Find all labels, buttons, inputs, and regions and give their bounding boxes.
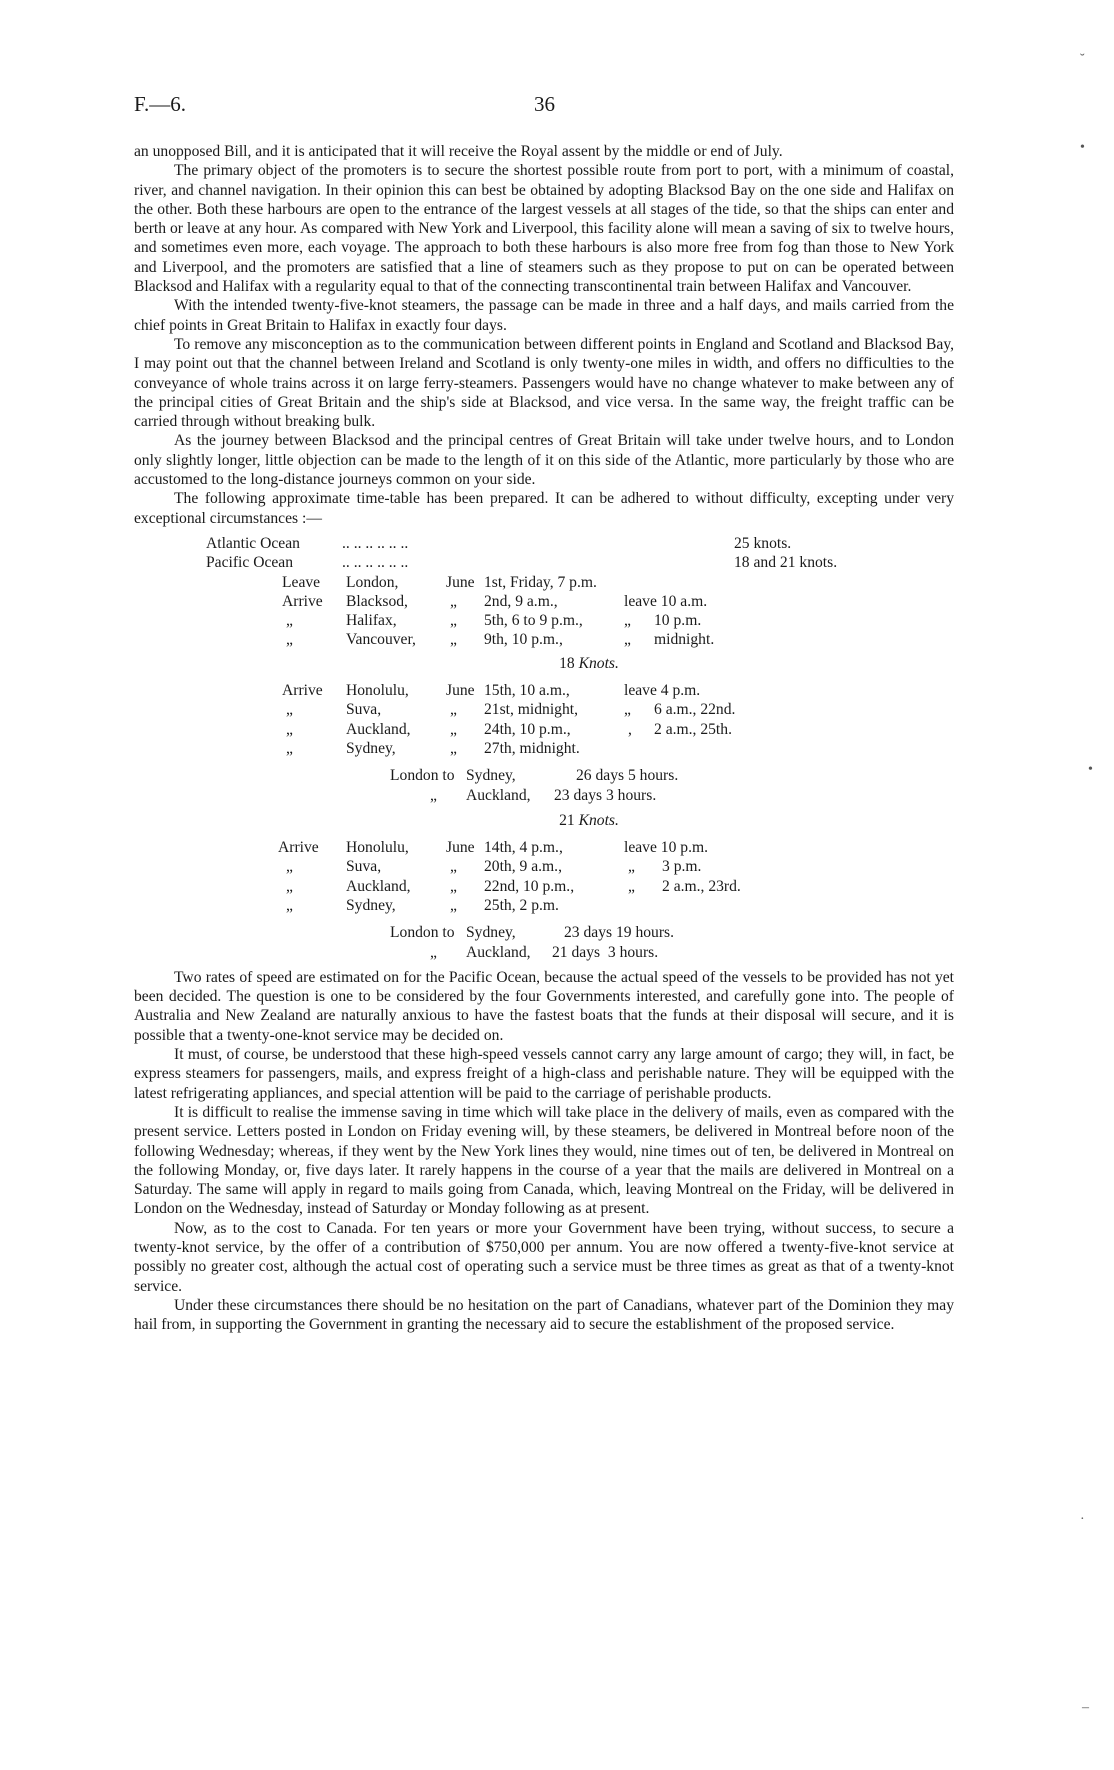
row-date: 15th, 10 a.m., <box>484 682 570 700</box>
timetable-row <box>134 611 954 630</box>
heading-word: Knots. <box>578 654 619 672</box>
row-ditto: „ <box>450 612 457 630</box>
row-leave: 3 p.m. <box>662 858 702 876</box>
total-row <box>134 766 954 785</box>
paragraph: Two rates of speed are estimated on for the Pacific Ocean, because the actual speed of the vessels to be provided has not yet been decided. The question is one to be considered by the four Governments interested, and carefully gone into. The people of Australia and New Zealand are naturally anxious to have the fastest boats that the funds at their disposal will secure, and it is possible that a twenty-one-knot service may be decided on. <box>134 968 954 1044</box>
row-month: June <box>446 573 475 591</box>
row-ditto: „ <box>628 877 635 895</box>
row-verb: „ <box>286 631 293 649</box>
row-ditto: „ <box>628 858 635 876</box>
speed-label: Atlantic Ocean <box>206 534 300 552</box>
row-leave: midnight. <box>654 631 715 649</box>
heading-number: 21 <box>559 811 575 829</box>
timetable-row <box>134 877 954 896</box>
timetable-row <box>134 700 954 719</box>
speed-value: 25 knots. <box>734 534 792 552</box>
row-verb: Arrive <box>282 592 323 610</box>
row-ditto: „ <box>450 739 457 757</box>
total-from: London to <box>390 767 455 785</box>
row-leave: 6 a.m., 22nd. <box>654 701 736 719</box>
row-verb: Arrive <box>282 682 323 700</box>
paragraph: Under these circumstances there should be no hesitation on the part of Canadians, whatever part of the Dominion they may hail from, in supporting the Government in granting the necessary aid to secure the establishment of the proposed service. <box>134 1296 954 1334</box>
row-leave: leave 4 p.m. <box>624 682 701 700</box>
row-leave: 2 a.m., 25th. <box>654 720 732 738</box>
paragraph: Now, as to the cost to Canada. For ten years or more your Government have been trying, without success, to secure a twenty-knot service, by the offer of a contribution of $750,000 per annum. You are now offered a twenty-five-knot service at possibly no greater cost, although the actual cost of operating such a service must be three times as great as that of a twenty-knot service. <box>134 1219 954 1295</box>
row-place: Halifax, <box>346 612 397 630</box>
speed-value: 18 and 21 knots. <box>734 554 838 572</box>
row-date: 25th, 2 p.m. <box>484 896 559 914</box>
row-verb: „ <box>286 739 293 757</box>
row-place: Auckland, <box>346 877 411 895</box>
row-ditto: , <box>628 720 632 738</box>
timetable-row <box>134 896 954 915</box>
timetable-row <box>134 681 954 700</box>
total-to: Sydney, <box>466 767 516 785</box>
paragraph: As the journey between Blacksod and the principal centres of Great Britain will take under twelve hours, and to London only slightly longer, little objection can be made to the length of it on this side of the Atlantic, more particularly by those who are accustomed to the long-distance journeys common on your side. <box>134 432 954 489</box>
speed-row <box>134 534 954 553</box>
heading-number: 18 <box>559 654 575 672</box>
paragraph: The following approximate time-table has been prepared. It can be adhered to without difficulty, excepting under very exceptional circumstances :— <box>134 490 954 527</box>
body-text <box>134 142 954 1335</box>
row-place: Auckland, <box>346 720 411 738</box>
page-header <box>134 92 954 122</box>
section-heading-18-knots <box>134 654 954 673</box>
timetable-row <box>134 739 954 758</box>
paragraph: It is difficult to realise the immense saving in time which will take place in the delivery of mails, even as compared with the present service. Letters posted in London on Friday evening will, by these steamers, be delivered in Montreal before noon of the following Wednesday; whereas, if they went by the New York lines they would, nine times out of ten, be delivered in Montreal on the following Monday, or, five days later. It rarely happens in the course of a year that the mails are delivered in Montreal on a Saturday. The same will apply in regard to mails going from Canada, which, leaving Montreal on the Friday, will be delivered in London on the Wednesday, instead of Saturday or Monday following as at present. <box>134 1103 954 1218</box>
row-place: Suva, <box>346 701 382 719</box>
timetable-row <box>134 857 954 876</box>
speed-row <box>134 553 954 572</box>
row-ditto: „ <box>624 701 631 719</box>
row-leave: 2 a.m., 23rd. <box>662 877 741 895</box>
row-verb: „ <box>286 612 293 630</box>
leader-dots: .. .. .. .. .. .. <box>342 534 409 552</box>
row-date: 22nd, 10 p.m., <box>484 877 575 895</box>
row-date: 27th, midnight. <box>484 739 580 757</box>
row-place: London, <box>346 573 399 591</box>
row-ditto: „ <box>450 720 457 738</box>
row-date: 24th, 10 p.m., <box>484 720 571 738</box>
row-ditto: „ <box>450 701 457 719</box>
row-date: 1st, Friday, 7 p.m. <box>484 573 597 591</box>
row-ditto: „ <box>624 631 631 649</box>
row-verb: „ <box>286 701 293 719</box>
heading-word: Knots. <box>578 811 619 829</box>
paragraph: an unopposed Bill, and it is anticipated that it will receive the Royal assent by the middle or end of July. <box>134 143 783 160</box>
row-date: 9th, 10 p.m., <box>484 631 563 649</box>
row-date: 5th, 6 to 9 p.m., <box>484 612 583 630</box>
row-month: June <box>446 839 475 857</box>
row-date: 2nd, 9 a.m., <box>484 592 558 610</box>
total-row <box>134 943 954 962</box>
margin-mark: • <box>1080 140 1085 155</box>
row-place: Sydney, <box>346 739 396 757</box>
row-leave: leave 10 p.m. <box>624 839 709 857</box>
timetable-row <box>134 838 954 857</box>
paragraph: The primary object of the promoters is to secure the shortest possible route from port to port, with a minimum of coastal, river, and channel navigation. In their opinion this can best be obtained by adopting Blacksod Bay on the one side and Halifax on the other. Both these harbours are open to the entrance of the largest vessels at all stages of the tide, so that the ships can enter and berth or leave at any hour. As compared with New York and Liverpool, this facility alone will mean a saving of six to twelve hours, and sometimes even more, each voyage. The approach to both these harbours is also more free from fog than those to New York and Liverpool, and the promoters are satisfied that a line of steamers such as they propose to put on can be operated between Blacksod and Halifax with a regularity equal to that of the connecting transcontinental train between Halifax and Vancouver. <box>134 162 954 296</box>
margin-mark: ˘ <box>1080 52 1085 67</box>
margin-mark: – <box>1082 1700 1089 1715</box>
row-ditto: „ <box>624 612 631 630</box>
total-from: „ <box>430 786 437 804</box>
timetable <box>134 534 954 962</box>
row-ditto: „ <box>450 592 457 610</box>
total-to: Auckland, <box>466 786 531 804</box>
margin-mark: · <box>1080 1512 1085 1527</box>
row-verb: Arrive <box>278 839 319 857</box>
row-date: 20th, 9 a.m., <box>484 858 562 876</box>
row-verb: „ <box>286 896 293 914</box>
row-verb: „ <box>286 858 293 876</box>
total-from: London to <box>390 924 455 942</box>
row-ditto: „ <box>450 896 457 914</box>
margin-mark: • <box>1088 762 1093 777</box>
timetable-row <box>134 720 954 739</box>
row-verb: „ <box>286 720 293 738</box>
row-leave: leave 10 a.m. <box>624 592 708 610</box>
row-date: 14th, 4 p.m., <box>484 839 563 857</box>
page-number: 36 <box>534 92 555 116</box>
row-leave: 10 p.m. <box>654 612 702 630</box>
total-time: 23 days 3 hours. <box>554 786 657 804</box>
timetable-row <box>134 592 954 611</box>
row-ditto: „ <box>450 877 457 895</box>
paragraph: It must, of course, be understood that these high-speed vessels cannot carry any large amount of cargo; they will, in fact, be express steamers for passengers, mails, and express freight of a high-class and perishable nature. They will be equipped with the latest refrigerating appliances, and special attention will be paid to the carriage of perishable products. <box>134 1046 954 1102</box>
total-to: Auckland, <box>466 943 531 961</box>
total-to: Sydney, <box>466 924 516 942</box>
paragraph: To remove any misconception as to the communication between different points in England and Scotland and Blacksod Bay, I may point out that the channel between Ireland and Scotland is only twenty-one miles in width, and offers no difficulties to the conveyance of whole trains across it on large ferry-steamers. Passengers would have no change whatever to make between any of the principal cities of Great Britain and the ship's side at Blacksod, and vice versa. In the same way, the freight traffic can be carried through without breaking bulk. <box>134 335 954 431</box>
timetable-row <box>134 630 954 649</box>
speed-label: Pacific Ocean <box>206 554 294 572</box>
total-row <box>134 786 954 805</box>
row-place: Honolulu, <box>346 839 409 857</box>
total-row <box>134 923 954 942</box>
total-time: 21 days 3 hours. <box>552 943 659 961</box>
total-time: 26 days 5 hours. <box>576 767 679 785</box>
row-place: Vancouver, <box>346 631 416 649</box>
document-reference: F.—6. <box>134 92 186 116</box>
row-place: Suva, <box>346 858 382 876</box>
leader-dots: .. .. .. .. .. .. <box>342 554 409 572</box>
row-month: June <box>446 682 475 700</box>
timetable-row <box>134 573 954 592</box>
row-date: 21st, midnight, <box>484 701 579 719</box>
row-place: Sydney, <box>346 896 396 914</box>
row-verb: „ <box>286 877 293 895</box>
row-verb: Leave <box>282 573 321 591</box>
row-place: Honolulu, <box>346 682 409 700</box>
section-heading-21-knots <box>134 811 954 830</box>
total-time: 23 days 19 hours. <box>564 924 675 942</box>
row-place: Blacksod, <box>346 592 408 610</box>
paragraph: With the intended twenty-five-knot steamers, the passage can be made in three and a half days, and mails carried from the chief points in Great Britain to Halifax in exactly four days. <box>134 297 954 334</box>
total-from: „ <box>430 943 437 961</box>
row-ditto: „ <box>450 631 457 649</box>
row-ditto: „ <box>450 858 457 876</box>
